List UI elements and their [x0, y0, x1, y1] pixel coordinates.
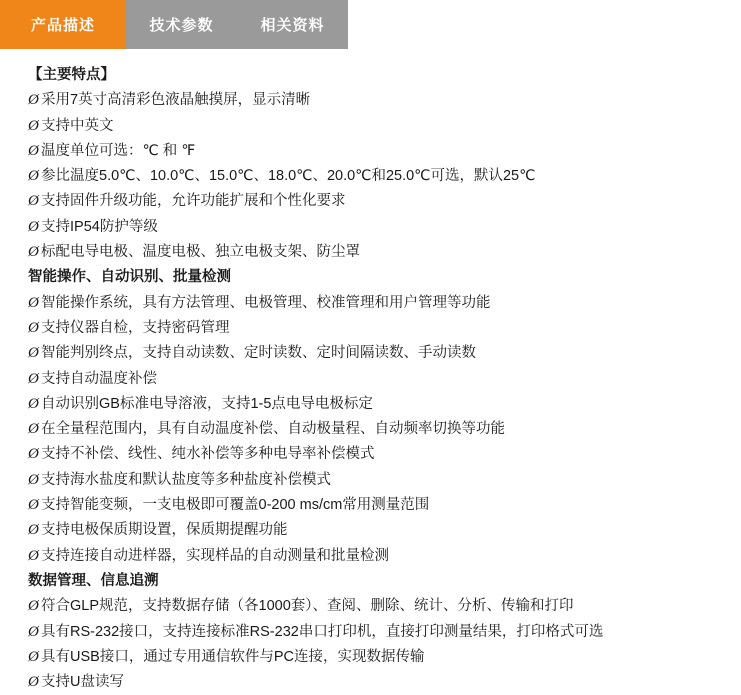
- tab-label: 技术参数: [149, 17, 214, 34]
- feature-list-item: [28, 189, 741, 214]
- tab-bar-spacer: [348, 0, 741, 49]
- bullet-icon: Ø: [28, 345, 39, 362]
- bullet-icon: Ø: [28, 294, 39, 311]
- feature-text: 具有RS-232接口，支持连接标准RS-232串口打印机，直接打印测量结果，打印格式可选: [41, 623, 604, 640]
- feature-text: 支持电极保质期设置，保质期提醒功能: [41, 522, 288, 539]
- feature-text: 在全量程范围内，具有自动温度补偿、自动极量程、自动频率切换等功能: [41, 421, 505, 438]
- section-heading-main-features: 【主要特点】: [28, 67, 115, 83]
- feature-text: 智能判别终点，支持自动读数、定时读数、定时间隔读数、手动读数: [41, 345, 476, 362]
- feature-text: 支持自动温度补偿: [41, 370, 157, 387]
- feature-text: 采用7英寸高清彩色液晶触摸屏，显示清晰: [41, 92, 311, 109]
- bullet-icon: Ø: [28, 193, 39, 210]
- section-heading-smart-operation: 智能操作、自动识别、批量检测: [28, 269, 231, 286]
- feature-list-item: [28, 88, 741, 113]
- bullet-icon: Ø: [28, 623, 39, 640]
- bullet-icon: Ø: [28, 648, 39, 665]
- feature-list-item: [28, 670, 741, 695]
- bullet-icon: Ø: [28, 218, 39, 235]
- tab-label: 相关资料: [260, 17, 325, 34]
- feature-list-item: [28, 341, 741, 366]
- section-heading-data-management: 数据管理、信息追溯: [28, 572, 159, 589]
- feature-text: 温度单位可选：℃ 和 ℉: [41, 142, 196, 159]
- bullet-icon: Ø: [28, 446, 39, 463]
- bullet-icon: Ø: [28, 370, 39, 387]
- feature-text: 支持IP54防护等级: [41, 218, 158, 235]
- feature-list-item: [28, 114, 741, 139]
- tab-label: 产品描述: [30, 17, 95, 34]
- feature-list-item: [28, 316, 741, 341]
- bullet-icon: Ø: [28, 522, 39, 539]
- feature-text: 支持仪器自检，支持密码管理: [41, 319, 230, 336]
- feature-list-item: [28, 291, 741, 316]
- feature-list-item: [28, 645, 741, 670]
- feature-list-item: [28, 392, 741, 417]
- bullet-icon: Ø: [28, 598, 39, 615]
- feature-list-item: [28, 417, 741, 442]
- feature-list-item: [28, 493, 741, 518]
- feature-list-item: [28, 468, 741, 493]
- feature-list-item: [28, 442, 741, 467]
- feature-text: 支持不补偿、线性、纯水补偿等多种电导率补偿模式: [41, 446, 375, 463]
- feature-text: 支持中英文: [41, 117, 114, 134]
- feature-list-item: [28, 544, 741, 569]
- feature-text: 自动识别GB标准电导溶液，支持1-5点电导电极标定: [41, 395, 373, 412]
- feature-list-item: [28, 518, 741, 543]
- feature-list-item: [28, 139, 741, 164]
- feature-text: 智能操作系统，具有方法管理、电极管理、校准管理和用户管理等功能: [41, 294, 491, 311]
- feature-text: 支持海水盐度和默认盐度等多种盐度补偿模式: [41, 471, 331, 488]
- description-content: [0, 49, 741, 695]
- tab-product-description[interactable]: [0, 0, 126, 49]
- bullet-icon: Ø: [28, 244, 39, 261]
- bullet-icon: Ø: [28, 117, 39, 134]
- feature-list-item: [28, 367, 741, 392]
- bullet-icon: Ø: [28, 142, 39, 159]
- feature-text: 具有USB接口，通过专用通信软件与PC连接，实现数据传输: [41, 648, 425, 665]
- tab-bar: [0, 0, 741, 49]
- bullet-icon: Ø: [28, 547, 39, 564]
- bullet-icon: Ø: [28, 421, 39, 438]
- bullet-icon: Ø: [28, 395, 39, 412]
- bullet-icon: Ø: [28, 471, 39, 488]
- bullet-icon: Ø: [28, 319, 39, 336]
- bullet-icon: Ø: [28, 168, 39, 185]
- feature-list-item: [28, 215, 741, 240]
- bullet-icon: Ø: [28, 674, 39, 691]
- feature-list-item: [28, 164, 741, 189]
- bullet-icon: Ø: [28, 497, 39, 514]
- feature-text: 支持连接自动进样器，实现样品的自动测量和批量检测: [41, 547, 389, 564]
- feature-text: 符合GLP规范，支持数据存储（各1000套）、查阅、删除、统计、分析、传输和打印: [41, 598, 574, 615]
- feature-list-item: [28, 594, 741, 619]
- feature-text: 支持固件升级功能，允许功能扩展和个性化要求: [41, 193, 346, 210]
- tab-related-materials[interactable]: [237, 0, 348, 49]
- feature-text: 支持U盘读写: [41, 674, 124, 691]
- feature-text: 参比温度5.0℃、10.0℃、15.0℃、18.0℃、20.0℃和25.0℃可选，默认25℃: [41, 168, 536, 185]
- feature-list-item: [28, 620, 741, 645]
- feature-text: 标配电导电极、温度电极、独立电极支架、防尘罩: [41, 244, 360, 261]
- feature-list-item: [28, 240, 741, 265]
- tab-technical-parameters[interactable]: [126, 0, 237, 49]
- bullet-icon: Ø: [28, 92, 39, 109]
- feature-text: 支持智能变频，一支电极即可覆盖0-200 ms/cm常用测量范围: [41, 497, 430, 514]
